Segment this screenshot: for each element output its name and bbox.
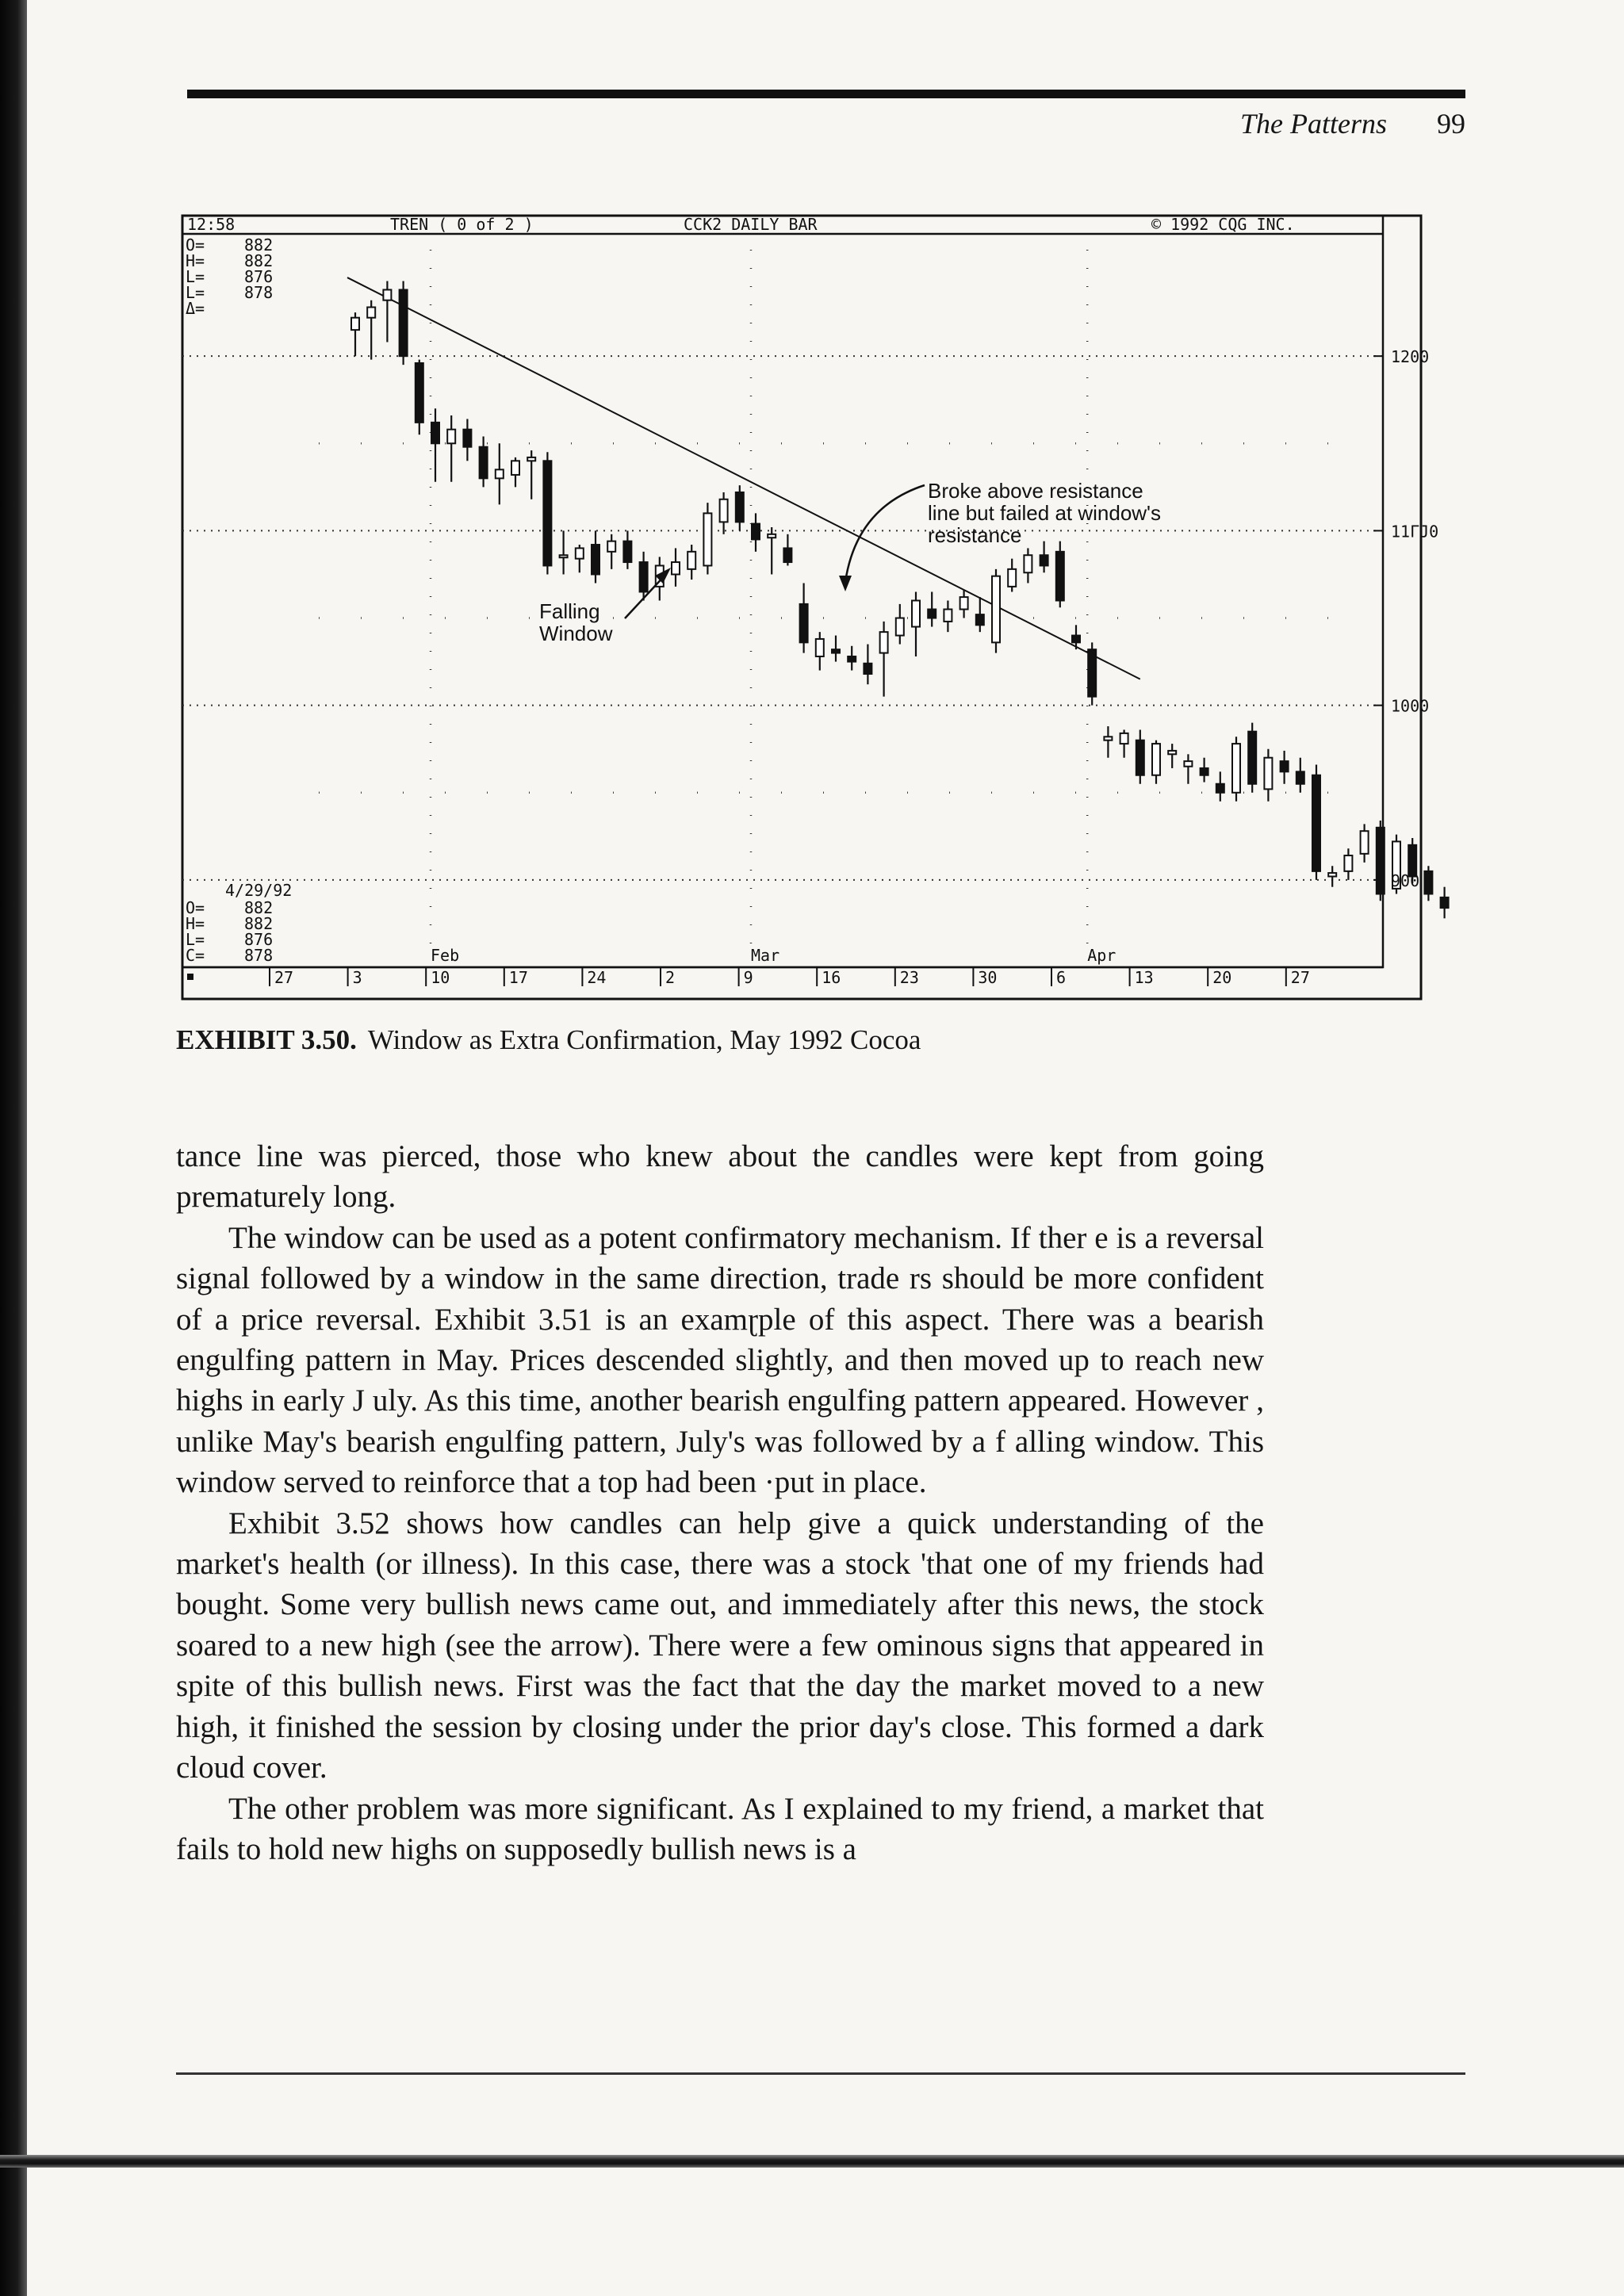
x-tick-label: 17 (508, 968, 528, 987)
page-edge-shadow (0, 2155, 1624, 2168)
bearish-candle-body (431, 423, 439, 443)
chart-study: TREN ( 0 of 2 ) (390, 215, 534, 234)
x-tick-label: 9 (743, 968, 753, 987)
month-label: Feb (431, 946, 460, 965)
x-tick-label: 27 (1290, 968, 1310, 987)
chart-symbol: CCK2 DAILY BAR (684, 215, 818, 234)
caption-label: EXHIBIT 3.50. (176, 1024, 357, 1055)
bullish-candle-body (1120, 733, 1128, 744)
paragraph: The window can be used as a potent confirmatory mechanism. If ther e is a reversal signal followed by a window in the same direction, trade rs should be more confident of a price reversal. Exhibit 3.51 is an examɽple of this aspect. There was a bearish engulfing pattern in May. Prices descended slightly, and then moved up to reach new highs in early J uly. As this time, another bearish engulfing pattern appeared. However , unlike May's bearish engulfing pattern, July's was followed by a f alling window. This window served to reinforce that a top had been ·put in place. (176, 1220, 1264, 1500)
bearish-candle-body (752, 524, 760, 540)
bearish-candle-body (543, 461, 551, 565)
readout-label: L= (186, 267, 205, 286)
running-head (1110, 106, 1465, 141)
caption-text: Window as Extra Confirmation, May 1992 Cocoa (367, 1024, 921, 1055)
bearish-candle-body (640, 562, 648, 591)
bearish-candle-body (1216, 784, 1224, 793)
figure-caption (176, 1023, 1445, 1058)
readout-label: L= (186, 930, 205, 949)
bearish-candle-body (1040, 555, 1048, 565)
paragraph: The other problem was more significant. As I explained to my friend, a market that fails to hold new highs on supposedly bullish news is a (176, 1791, 1264, 1866)
x-tick-label: 24 (587, 968, 607, 987)
bearish-candle-body (1441, 897, 1449, 908)
bullish-candle-body (576, 548, 584, 558)
bullish-candle-body (703, 513, 711, 565)
bullish-candle-body (383, 289, 391, 300)
month-label: Mar (751, 946, 780, 965)
bearish-candle-body (848, 656, 856, 662)
readout-value: 878 (244, 946, 274, 965)
bullish-candle-body (607, 541, 615, 552)
bearish-candle-body (783, 548, 791, 562)
bearish-candle-body (1312, 775, 1320, 871)
annotation-resistance (839, 479, 1161, 591)
x-tick-label: 27 (274, 968, 294, 987)
bullish-candle-body (720, 499, 728, 522)
bullish-candle-body (912, 601, 920, 627)
x-tick-label: 30 (978, 968, 998, 987)
plot-area-border (182, 216, 1383, 967)
x-tick-label: 20 (1212, 968, 1232, 987)
bullish-candle-body (1344, 855, 1352, 871)
top-readout (186, 235, 273, 318)
header-rule (187, 90, 1465, 98)
bullish-candle-body (944, 610, 952, 622)
bullish-candle-body (896, 618, 904, 636)
bearish-candle-body (1201, 768, 1208, 775)
bullish-candle-body (960, 597, 968, 609)
bullish-candle-body (1168, 751, 1176, 754)
annotation-line: Window (539, 622, 613, 645)
footer-rule (176, 2072, 1465, 2075)
bullish-candle-body (816, 639, 824, 656)
page-number: 99 (1437, 108, 1465, 140)
arrow-head-icon (839, 576, 852, 591)
readout-label: O= (186, 235, 205, 254)
chart-time: 12:58 (187, 215, 236, 234)
y-tick-label: 1200 (1391, 347, 1430, 367)
bearish-candle-body (1297, 771, 1304, 783)
bearish-candle-body (480, 447, 488, 479)
readout-date: 4/29/92 (225, 881, 293, 900)
annotation-line: resistance (928, 523, 1022, 547)
readout-value: 878 (244, 283, 274, 302)
bearish-candle-body (400, 289, 408, 356)
bearish-candle-body (1088, 649, 1096, 696)
y-tick-label: 11ΓJ0 (1391, 522, 1439, 541)
book-binding-shadow (0, 0, 27, 2296)
y-tick-label: 900 (1391, 871, 1420, 890)
bearish-candle-body (463, 430, 471, 447)
readout-label: C= (186, 946, 205, 965)
bullish-candle-body (1361, 831, 1369, 854)
x-tick-label: 16 (822, 968, 841, 987)
bearish-candle-body (832, 649, 840, 652)
readout-value: 882 (244, 914, 274, 933)
readout-label: L= (186, 283, 205, 302)
readout-label: H= (186, 914, 205, 933)
bearish-candle-body (864, 664, 871, 674)
bearish-candle-body (623, 541, 631, 562)
bullish-candle-body (447, 430, 455, 444)
x-tick-label: 13 (1134, 968, 1154, 987)
bullish-candle-body (1328, 873, 1336, 876)
bearish-candle-body (976, 614, 984, 625)
bullish-candle-body (367, 308, 375, 318)
bullish-candle-body (1152, 744, 1160, 775)
x-tick-label: 6 (1056, 968, 1067, 987)
bearish-candle-body (1136, 740, 1144, 775)
readout-value: 876 (244, 930, 274, 949)
bullish-candle-body (1232, 744, 1240, 793)
running-title: The Patterns (1240, 108, 1387, 140)
bullish-candle-body (688, 552, 695, 569)
paragraph: Exhibit 3.52 shows how candles can help give a quick understanding of the market's health (or illness). In this case, there was a stock 'that one of my friends had bought. Some very bullish news came out, and immediately after this news, the stock soared to a new high (see the arrow). There were a few ominous signs that appeared in spite of this bullish news. First was the fact that the day the market moved to a new high, it finished the session by closing under the prior day's close. This formed a dark cloud cover. (176, 1506, 1264, 1785)
y-tick-label: 1000 (1391, 696, 1430, 716)
readout-value: 876 (244, 267, 274, 286)
bullish-candle-body (351, 318, 359, 330)
chart-svg (176, 212, 1439, 1002)
body-text (176, 1136, 1264, 1869)
bullish-candle-body (1008, 569, 1016, 587)
bearish-candle-body (1056, 552, 1064, 601)
bullish-candle-body (1184, 761, 1192, 767)
bullish-candle-body (1264, 758, 1272, 790)
grid-layer (182, 250, 1383, 959)
bullish-candle-body (672, 562, 680, 574)
annotation-arrow (845, 485, 925, 582)
bearish-candle-body (1424, 871, 1432, 894)
bullish-candle-body (496, 469, 504, 478)
bearish-candle-body (1248, 732, 1256, 784)
bullish-candle-body (1024, 555, 1032, 572)
chart-copyright: © 1992 CQG INC. (1151, 215, 1295, 234)
x-tick-label: 10 (431, 968, 450, 987)
bearish-candle-body (928, 610, 936, 618)
bearish-candle-body (1072, 636, 1080, 643)
bullish-candle-body (527, 457, 535, 461)
readout-label: O= (186, 898, 205, 917)
readout-label: H= (186, 251, 205, 270)
readout-value: 882 (244, 251, 274, 270)
x-tick-label: 2 (665, 968, 676, 987)
annotation-line: Falling (539, 599, 600, 623)
bearish-candle-body (800, 604, 808, 642)
readout-label: Δ= (186, 299, 205, 318)
bottom-readout (186, 881, 292, 965)
legend-square-icon (187, 974, 193, 980)
bullish-candle-body (880, 632, 888, 652)
bullish-candle-body (1104, 737, 1112, 740)
bearish-candle-body (592, 545, 599, 574)
x-tick-label: 23 (899, 968, 919, 987)
annotation-line: line but failed at window's (928, 501, 1162, 525)
annotation-falling-window (539, 568, 671, 645)
annotation-line: Broke above resistance (928, 479, 1143, 503)
bullish-candle-body (992, 576, 1000, 643)
bearish-candle-body (1281, 761, 1289, 771)
bearish-candle-body (1377, 828, 1385, 894)
month-label: Apr (1087, 946, 1116, 965)
bullish-candle-body (768, 534, 776, 538)
label-layer (187, 347, 1438, 987)
readout-value: 882 (244, 235, 274, 254)
candle-layer (351, 281, 1449, 918)
x-tick-label: 3 (352, 968, 362, 987)
candlestick-chart (176, 212, 1439, 1002)
bullish-candle-body (511, 461, 519, 475)
paragraph: tance line was pierced, those who knew about the candles were kept from going prematurely long. (176, 1139, 1264, 1215)
bearish-candle-body (736, 492, 744, 522)
bullish-candle-body (560, 555, 568, 557)
bearish-candle-body (416, 363, 423, 423)
readout-value: 882 (244, 898, 274, 917)
